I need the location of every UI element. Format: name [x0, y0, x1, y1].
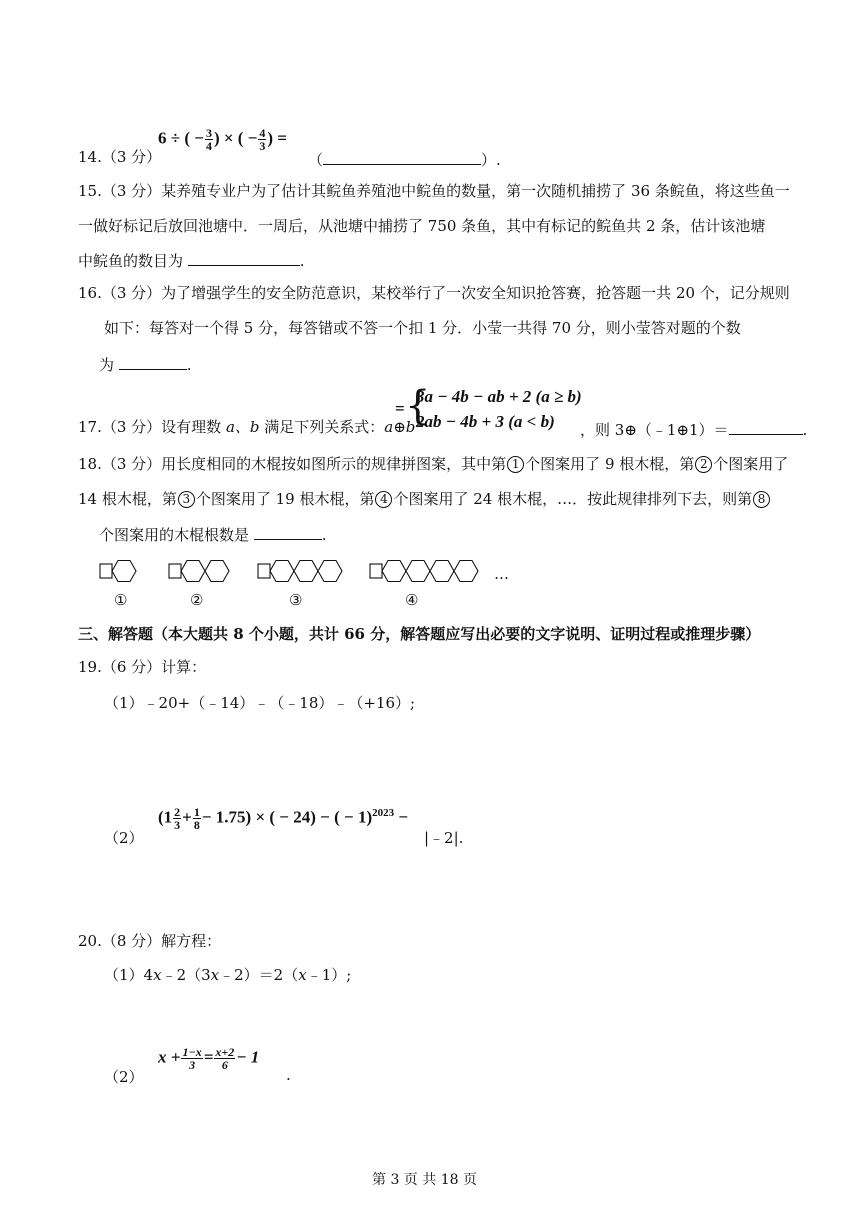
q17-equals: = — [395, 399, 405, 418]
q19-part-2-abs: |﹣2|. — [424, 829, 464, 847]
q17-left-brace: { — [405, 383, 431, 429]
q15-line3-end: . — [299, 252, 305, 270]
q17-vars: a、b — [225, 418, 260, 436]
q16-line3-text: 为 — [99, 356, 115, 374]
q20-p2-tail: − 1 — [236, 1047, 260, 1067]
q17-case-2: 2ab − 4b + 3 (a < b) — [416, 412, 555, 431]
q14-f1-num: 3 — [205, 126, 212, 140]
q19-f2-den: 8 — [193, 818, 200, 832]
q20-equals: = — [203, 1047, 214, 1067]
fig-label-1: ① — [114, 591, 128, 609]
q20-var-x-1: x — [153, 966, 162, 984]
q20-fraction-2 — [214, 1046, 235, 1071]
pattern-figure-3 — [258, 561, 342, 582]
q16-line3 — [99, 355, 192, 373]
q18-line1-a: 18.（3 分）用长度相同的木棍按如图所示的规律拼图案，其中第 — [78, 455, 507, 473]
q19-p2-minus: − — [398, 807, 409, 827]
q14-answer — [308, 150, 501, 168]
circled-number-4: 4 — [375, 491, 392, 508]
circled-number-1: 1 — [507, 456, 524, 473]
q20-p1-a: （1）4 — [104, 966, 154, 984]
pattern-figure-4 — [370, 561, 478, 582]
q14-f2-den: 3 — [259, 139, 266, 153]
q17-tail — [580, 420, 807, 438]
q18-answer-blank — [254, 525, 322, 540]
q19-label: 19.（6 分）计算： — [78, 658, 207, 676]
q17-tail-end: . — [802, 421, 808, 439]
q18-line1 — [78, 456, 788, 473]
q19-part-2-expression — [158, 806, 408, 831]
q20-p1-b: ﹣2（3 — [161, 966, 211, 984]
q19-f1-num: 2 — [174, 805, 181, 819]
q14-answer-blank — [323, 150, 481, 165]
q19-f1-den: 3 — [174, 818, 181, 832]
q18-line1-c: 个图案用了 — [713, 455, 789, 473]
q14-fraction-2 — [258, 127, 266, 152]
q19-exponent: 2023 — [372, 806, 395, 819]
q19-part-2-label: （2） — [104, 829, 144, 847]
q20-p2-x: x + — [158, 1047, 181, 1067]
q19-p2-open: (1 — [158, 807, 173, 827]
circled-number-3: 3 — [178, 491, 195, 508]
q14-expr-start: 6 ÷ ( − — [158, 128, 204, 148]
q18-line2-b: 个图案用了 19 根木棍，第 — [195, 490, 375, 508]
q20-f1-num: 1−x — [182, 1045, 202, 1059]
q14-paren-close: ）. — [481, 151, 501, 169]
q17-case-1: 3a − 4b − ab + 2 (a ≥ b) — [416, 387, 582, 406]
q18-pattern-figure — [90, 552, 630, 612]
q20-part-2-expression — [158, 1046, 259, 1071]
q15-line2: 一做好标记后放回池塘中．一周后，从池塘中捕捞了 750 条鱼，其中有标记的鲩鱼共 2 条，估计该池塘 — [78, 217, 766, 235]
pattern-figure-1 — [100, 561, 136, 582]
q16-line2: 如下：每答对一个得 5 分，每答错或不答一个扣 1 分．小莹一共得 70 分，则小莹答对题的个数 — [104, 319, 741, 337]
pattern-figure-2 — [169, 561, 229, 582]
q14-f2-num: 4 — [259, 126, 266, 140]
q16-line1: 16.（3 分）为了增强学生的安全防范意识，某校举行了一次安全知识抢答赛，抢答题一共 20 个，记分规则 — [78, 284, 790, 302]
q14-expression — [158, 127, 287, 152]
q20-part-2-end: . — [286, 1066, 291, 1084]
fig-label-4: ④ — [405, 591, 419, 609]
q14-expr-mid: ) × ( − — [213, 128, 258, 148]
q18-line3 — [99, 525, 327, 543]
q18-line2-c: 个图案用了 24 根木棍，…．按此规律排列下去，则第 — [393, 490, 753, 508]
circled-number-8: 8 — [753, 491, 770, 508]
q20-label: 20.（8 分）解方程： — [78, 932, 222, 950]
q19-plus: + — [182, 807, 192, 827]
q16-answer-blank — [119, 355, 187, 370]
q17-operator: a⊕b — [384, 418, 416, 436]
q18-line3-end: . — [321, 526, 327, 544]
q18-line3-text: 个图案用的木棍根数是 — [99, 526, 250, 544]
q17-label: 17.（3 分）设有理数 — [78, 418, 222, 436]
q19-part-1: （1）﹣20+（﹣14）﹣（﹣18）﹣（+16）; — [104, 694, 416, 712]
q18-line1-b: 个图案用了 9 根木棍，第 — [525, 455, 695, 473]
q16-line3-end: . — [186, 356, 192, 374]
q18-line2-a: 14 根木棍，第 — [78, 490, 177, 508]
q20-f2-num: x+2 — [215, 1045, 235, 1059]
q14-paren-open: （ — [308, 151, 324, 169]
q20-p1-d: ﹣1）; — [306, 966, 352, 984]
circled-number-2: 2 — [695, 456, 712, 473]
q14-expr-end: ) = — [267, 128, 287, 148]
page-footer: 第 3 页 共 18 页 — [372, 1172, 477, 1188]
q15-line3-text: 中鲩鱼的数目为 — [78, 252, 184, 270]
q20-part-2-label: （2） — [104, 1068, 144, 1086]
section-3-heading: 三、解答题（本大题共 8 个小题，共计 66 分，解答题应写出必要的文字说明、证明过程或推理步骤） — [78, 625, 761, 643]
q18-ellipsis: … — [494, 565, 509, 583]
q19-f2-num: 1 — [193, 805, 200, 819]
q18-line2 — [78, 491, 771, 508]
q14-f1-den: 4 — [205, 139, 212, 153]
q17-tail-text: ，则 3⊕（﹣1⊕1）＝ — [580, 421, 729, 439]
q20-var-x-2: x — [210, 966, 220, 984]
q20-var-x-3: x — [298, 966, 307, 984]
q17-stem — [78, 420, 415, 435]
q20-f1-den: 3 — [189, 1058, 196, 1072]
q14-label: 14.（3 分） — [78, 148, 162, 166]
q17-answer-blank — [729, 420, 803, 435]
q20-fraction-1 — [181, 1046, 202, 1071]
q19-fraction-2 — [193, 806, 201, 831]
q20-part-1 — [104, 968, 351, 983]
q20-p1-c: ﹣2）＝2（ — [219, 966, 299, 984]
q15-line3 — [78, 251, 305, 269]
q20-f2-den: 6 — [221, 1058, 228, 1072]
fig-label-3: ③ — [289, 591, 303, 609]
fig-label-2: ② — [190, 591, 204, 609]
q19-p2-rest: − 1.75) × ( − 24) − ( − 1) — [201, 807, 373, 827]
q14-fraction-1 — [205, 127, 213, 152]
q15-answer-blank — [188, 251, 300, 266]
q19-fraction-1 — [173, 806, 181, 831]
q15-line1: 15.（3 分）某养殖专业户为了估计其鲩鱼养殖池中鲩鱼的数量，第一次随机捕捞了 36 条鲩鱼，将这些鱼一 — [78, 182, 790, 200]
q17-text: 满足下列关系式： — [264, 418, 385, 436]
